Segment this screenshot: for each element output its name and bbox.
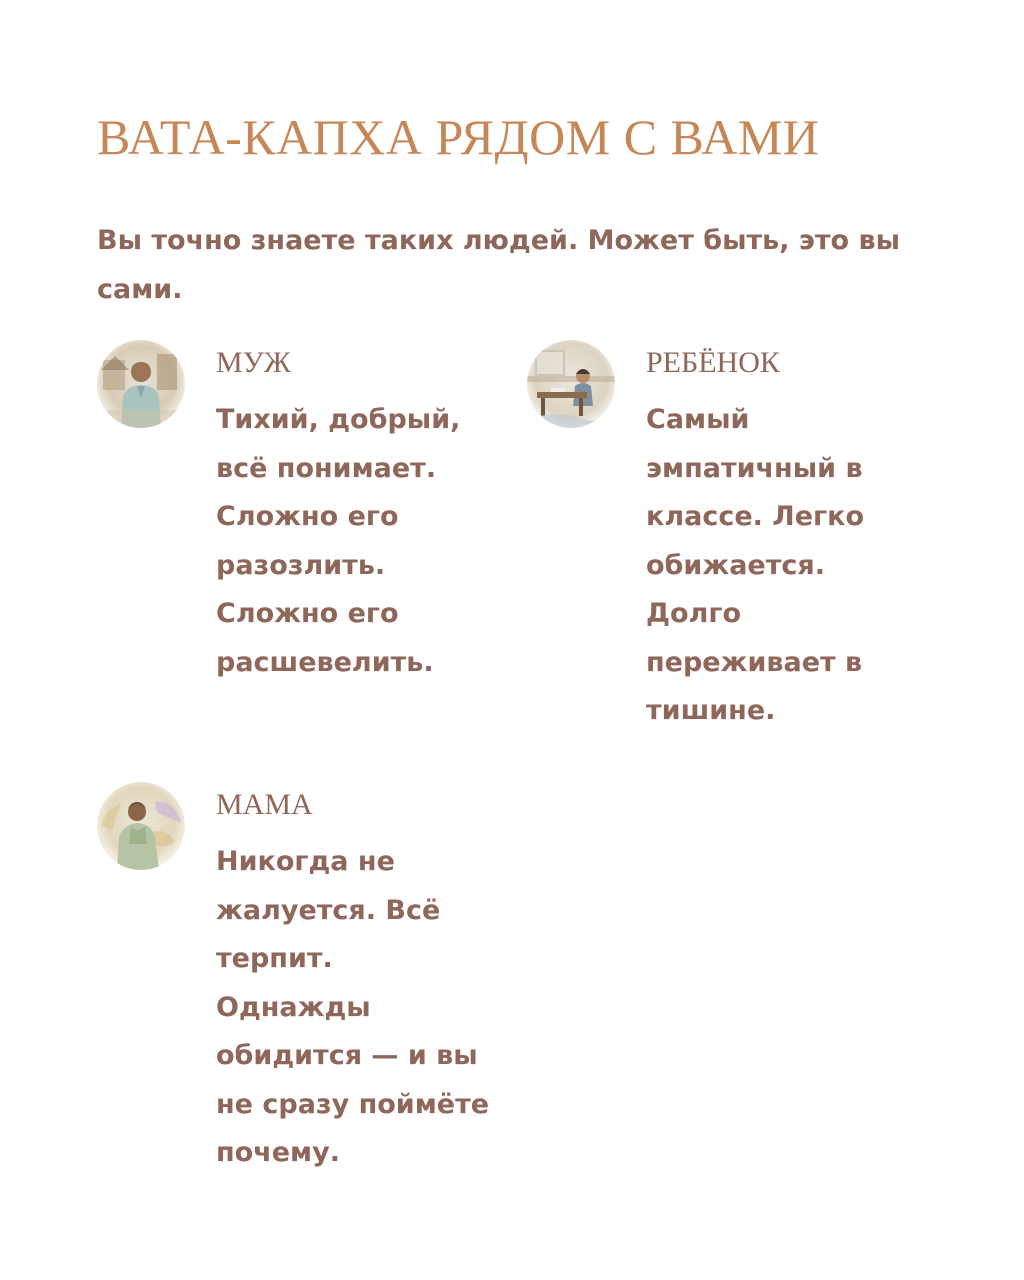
card-text-mother: Никогда не жалуется. Всё терпит. Однажды обидится — и вы не сразу поймёте почему.: [216, 846, 490, 1168]
card-title-husband: МУЖ: [216, 346, 291, 379]
intro-text: Вы точно знаете таких людей. Может быть, это вы сами.: [97, 225, 901, 305]
man-portrait-icon: [97, 340, 185, 428]
page-title: ВАТА-КАПХА РЯДОМ С ВАМИ: [97, 109, 820, 165]
card-title-mother: МАМА: [216, 788, 313, 821]
card-child: [527, 340, 937, 740]
card-mother: [97, 782, 507, 1192]
card-husband: [97, 340, 507, 700]
card-title-child: РЕБЁНОК: [646, 346, 780, 379]
child-at-desk-icon: [527, 340, 615, 428]
mother-portrait-icon: [97, 782, 185, 870]
card-text-child: Самый эмпатичный в классе. Легко обижается. Долго переживает в тишине.: [646, 404, 865, 726]
card-text-husband: Тихий, добрый, всё понимает. Сложно его разозлить. Сложно его расшевелить.: [216, 404, 461, 678]
